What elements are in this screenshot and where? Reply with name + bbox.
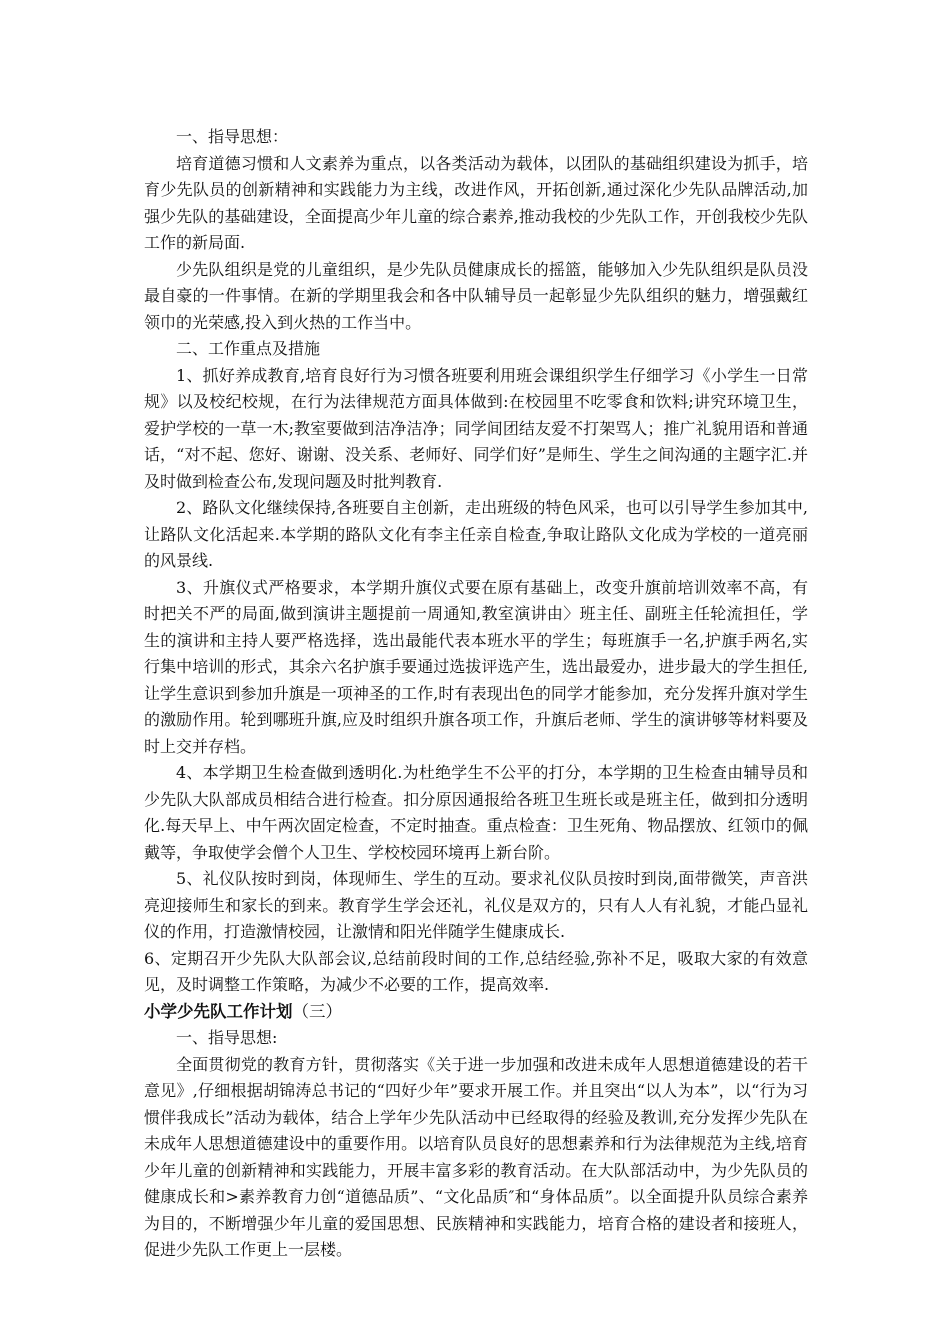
section2-heading: 二、工作重点及措施 — [176, 339, 321, 358]
measure-item-2: 2、路队文化继续保持,各班要自主创新，走出班级的特色风采，也可以引导学生参加其中,让路队文化活起来.本学期的路队文化有李主任亲自检查,争取让路队文化成为学校的一道亮丽的风景线. — [144, 498, 808, 570]
document-body — [144, 124, 808, 1264]
plan-3-title-text: 小学少先队工作计划 — [144, 1001, 293, 1021]
plan-3-paragraph-1: 全面贯彻党的教育方针，贯彻落实《关于进一步加强和改进未成年人思想道德建设的若干意见》,仔细根据胡锦涛总书记的“四好少年”要求开展工作。并且突出“以人为本”，以“行为习惯伴我成长”活动为载体，结合上学年少先队活动中已经取得的经验及教训,充分发挥少先队在未成年人思想道德建设中的重要作用。以培育队员良好的思想素养和行为法律规范为主线,培育少年儿童的创新精神和实践能力，开展丰富多彩的教育活动。在大队部活动中，为少先队员的健康成长和>素养教育力创“道德品质”、“文化品质″和“身体品质”。以全面提升队员综合素养为目的，不断增强少年儿童的爱国思想、民族精神和实践能力，培育合格的建设者和接班人，促进少先队工作更上一层楼。 — [144, 1054, 808, 1259]
plan-3-title — [144, 999, 808, 1026]
measure-item-3: 3、升旗仪式严格要求，本学期升旗仪式要在原有基础上，改变升旗前培训效率不高，有时把关不严的局面,做到演讲主题提前一周通知,教室演讲由〉班主任、副班主任轮流担任，学生的演讲和主持人要严格选择，选出最能代表本班水平的学生；每班旗手一名,护旗手两名,实行集中培训的形式，其余六名护旗手要通过选拔评选产生，选出最爱办，进步最大的学生担任,让学生意识到参加升旗是一项神圣的工作,时有表现出色的同学才能参加，充分发挥升旗对学生的激励作用。轮到哪班升旗,应及时组织升旗各项工作，升旗后老师、学生的演讲够等材料要及时上交并存档。 — [144, 577, 808, 756]
measure-item-6: 6、定期召开少先队大队部会议,总结前段时间的工作,总结经验,弥补不足，吸取大家的有效意见，及时调整工作策略，为减少不必要的工作，提高效率. — [144, 948, 808, 994]
plan-3-heading: 一、指导思想: — [176, 1028, 278, 1047]
measure-item-4: 4、本学期卫生检查做到透明化.为杜绝学生不公平的打分，本学期的卫生检查由辅导员和少先队大队部成员相结合进行检查。扣分原因通报给各班卫生班长或是班主任，做到扣分透明化.每天早上、中午两次固定检查，不定时抽查。重点检查：卫生死角、物品摆放、红领巾的佩戴等，争取使学会僧个人卫生、学校校园环境再上新台阶。 — [144, 763, 808, 862]
measure-item-5: 5、礼仪队按时到岗，体现师生、学生的互动。要求礼仪队员按时到岗,面带微笑，声音洪亮迎接师生和家长的到来。教育学生学会还礼，礼仪是双方的，只有人人有礼貌，才能凸显礼仪的作用，打造激情校园，让激情和阳光伴随学生健康成长. — [144, 869, 808, 941]
plan-3-title-suffix: （三） — [292, 1001, 342, 1021]
measure-item-1: 1、抓好养成教育,培育良好行为习惯各班要利用班会课组织学生仔细学习《小学生一日常规》以及校纪校规，在行为法律规范方面具体做到:在校园里不吃零食和饮料;讲究环境卫生，爱护学校的一草一木;教室要做到洁净洁净；同学间团结友爱不打架骂人；推广礼貌用语和普通话，“对不起、您好、谢谢、没关系、老师好、同学们好”是师生、学生之间沟通的主题字汇.并及时做到检查公布,发现问题及时批判教育. — [144, 365, 808, 491]
section1-paragraph-1: 培育道德习惯和人文素养为重点，以各类活动为载体，以团队的基础组织建设为抓手，培育少先队员的创新精神和实践能力为主线，改进作风，开拓创新,通过深化少先队品牌活动,加强少先队的基础建设，全面提高少年儿童的综合素养,推动我校的少先队工作，开创我校少先队工作的新局面. — [144, 153, 808, 252]
section1-heading: 一、指导思想： — [176, 127, 289, 146]
section1-paragraph-2: 少先队组织是党的儿童组织，是少先队员健康成长的摇篮，能够加入少先队组织是队员没最自豪的一件事情。在新的学期里我会和各中队辅导员一起彰显少先队组织的魅力，增强戴红领巾的光荣感,投入到火热的工作当中。 — [144, 259, 808, 332]
